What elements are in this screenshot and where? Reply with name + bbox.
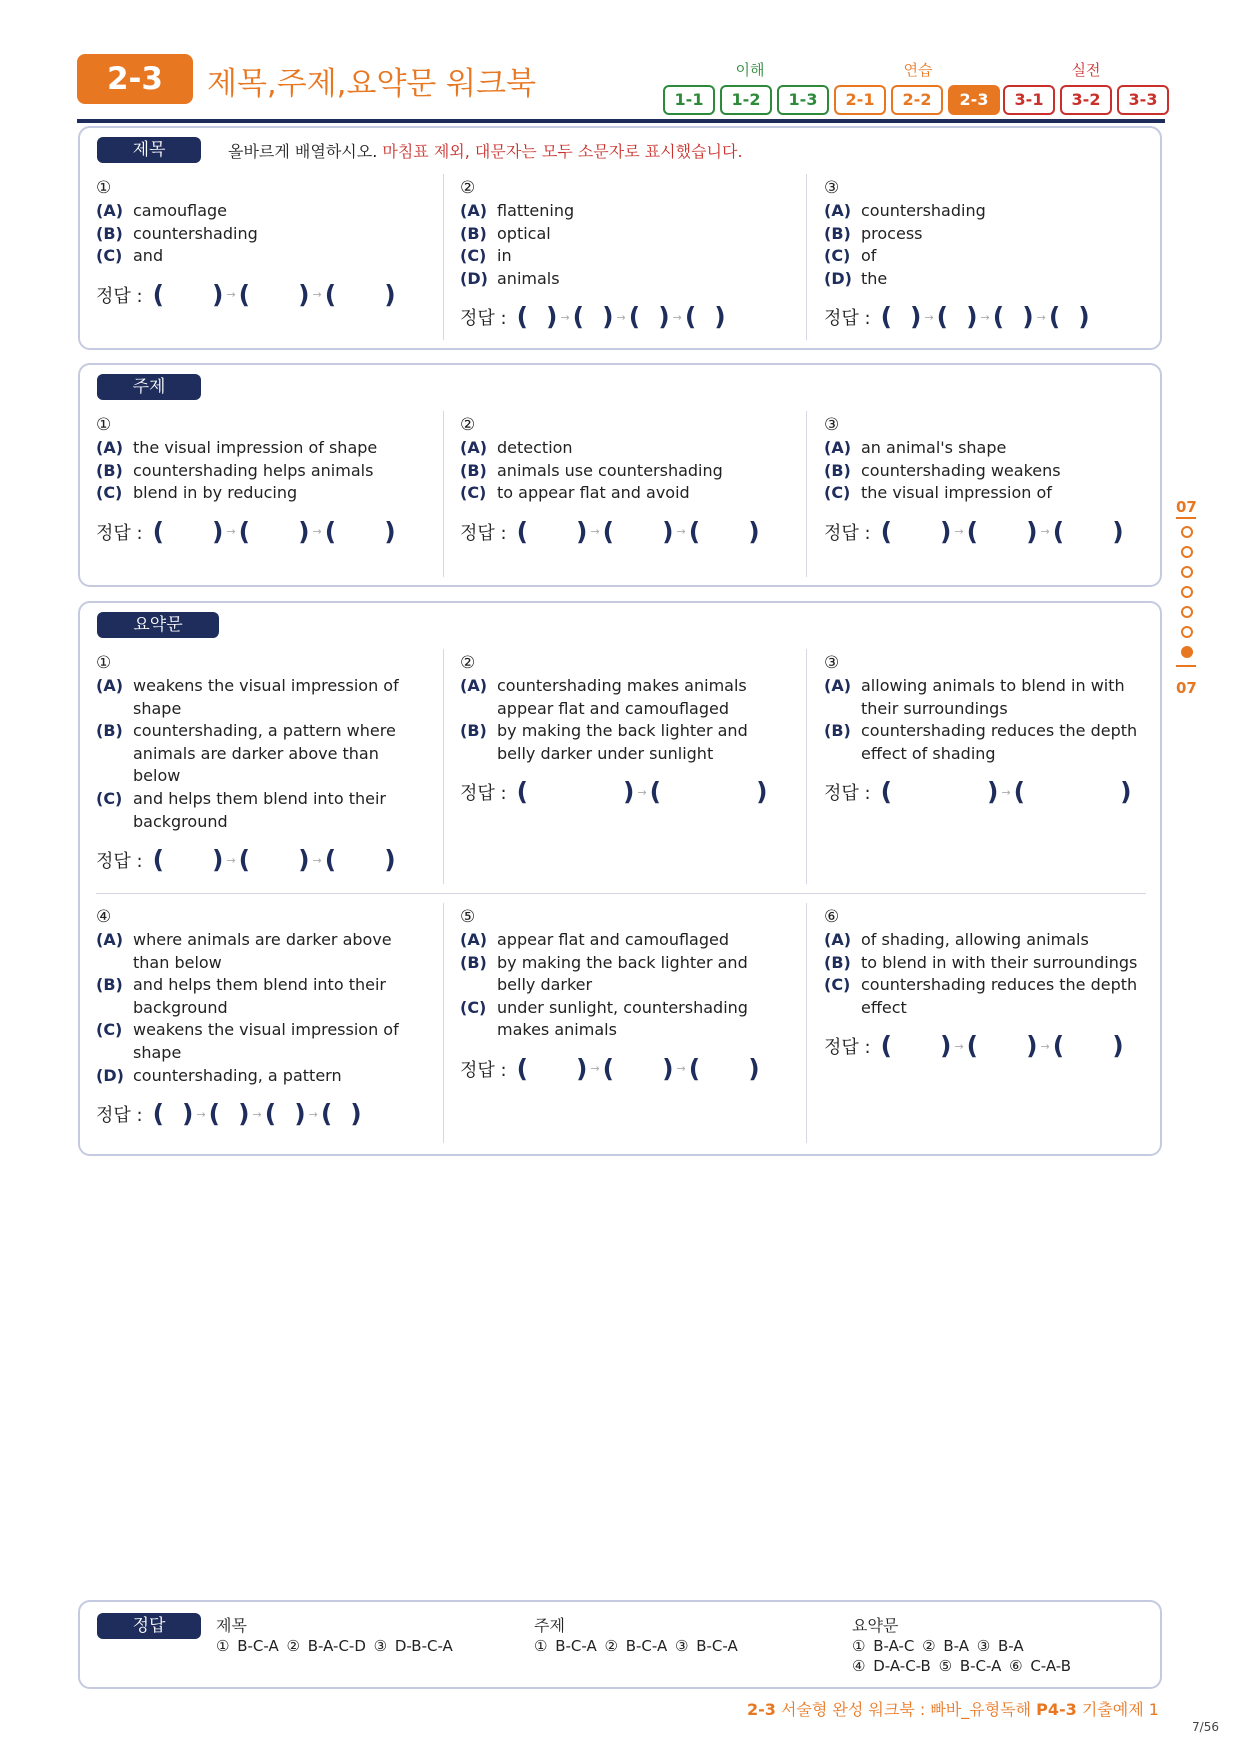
instruction: 올바르게 배열하시오. 마침표 제외, 대문자는 모두 소문자로 표시했습니다.: [228, 142, 743, 161]
theme-question-2: ② (A) detection (B) animals use countershading (C) to appear flat and avoid 정답 : ( ) → ( ) → ( ): [460, 415, 800, 547]
progress-dot: [1181, 526, 1193, 538]
progress-dot: [1181, 606, 1193, 618]
title-section: [78, 126, 1162, 350]
progress-dot: [1181, 546, 1193, 558]
tab-3-3[interactable]: 3-3: [1117, 85, 1169, 115]
word-option: countershading: [133, 223, 258, 243]
header-divider: [77, 119, 1165, 123]
theme-question-3: ③ (A) an animal's shape (B) countershading weakens (C) the visual impression of 정답 : ( ) → ( ) → ( ): [824, 415, 1164, 547]
answer-blanks[interactable]: 정답 : ( ) → ( ) → ( ): [96, 279, 396, 309]
tab-1-1[interactable]: 1-1: [663, 85, 715, 115]
page-index-bottom: 07: [1176, 679, 1197, 697]
tab-3-1[interactable]: 3-1: [1003, 85, 1055, 115]
tab-3-2[interactable]: 3-2: [1060, 85, 1112, 115]
question-number: ①: [96, 178, 112, 198]
tab-1-3[interactable]: 1-3: [777, 85, 829, 115]
summary-question-6: ⑥ (A) of shading, allowing animals (B) to blend in with their surroundings (C) countershading reduces the depth effect 정답 : ( ) → ( ) → ( ): [824, 907, 1144, 1061]
answer-blanks[interactable]: 정답 : ( ) → ( ) → ( ) → ( ): [96, 1099, 362, 1129]
page-index-top: 07: [1176, 498, 1197, 516]
theme-question-1: ① (A) the visual impression of shape (B) countershading helps animals (C) blend in by reducing 정답 : ( ) → ( ) → ( ): [96, 415, 436, 547]
answer-blanks[interactable]: 정답 : ( ) → ( ): [824, 777, 1132, 807]
question-number: ③: [824, 178, 840, 198]
question-number: ①: [96, 653, 112, 673]
answer-key: [78, 1600, 1162, 1689]
word-option: and: [133, 246, 164, 266]
answer-head-theme: 주제: [534, 1616, 565, 1635]
section-badge-summary: 요약문: [97, 612, 219, 638]
question-number: ②: [460, 653, 476, 673]
answer-blanks[interactable]: 정답 : ( ) → ( ) → ( ): [460, 516, 760, 546]
question-number: ③: [824, 415, 840, 435]
answer-line-summary-1: ① B-A-C ② B-A ③ B-A: [852, 1637, 1024, 1655]
tab-2-1[interactable]: 2-1: [834, 85, 886, 115]
title-question-1: ① (A) camouflage (B) countershading (C) and 정답 : ( ) → ( ) → ( ): [96, 178, 436, 310]
tab-group-practice: [834, 85, 1000, 115]
answer-blanks[interactable]: 정답 : ( ) → ( ) → ( ): [824, 516, 1124, 546]
answer-blanks[interactable]: 정답 : ( ) → ( ) → ( ) → ( ): [460, 302, 726, 332]
theme-section: [78, 363, 1162, 587]
tab-2-3[interactable]: 2-3: [948, 85, 1000, 115]
answer-blanks[interactable]: 정답 : ( ) → ( ) → ( ): [824, 1031, 1124, 1061]
group-label-understand: 이해: [735, 61, 765, 79]
answer-key-badge: 정답: [97, 1613, 201, 1639]
summary-question-2: ② (A) countershading makes animals appear flat and camouflaged (B) by making the back lighter and belly darker under sunlight 정답 : ( ) → ( ): [460, 653, 780, 807]
page-number: 7/56: [1192, 1720, 1219, 1734]
tab-group-real: [1003, 85, 1169, 115]
question-number: ④: [96, 907, 112, 927]
answer-head-title: 제목: [216, 1616, 247, 1635]
tab-group-understand: [663, 85, 829, 115]
answer-head-summary: 요약문: [852, 1616, 899, 1635]
progress-dot: [1181, 626, 1193, 638]
answer-blanks[interactable]: 정답 : ( ) → ( ) → ( ): [460, 1053, 760, 1083]
question-number: ①: [96, 415, 112, 435]
question-number: ②: [460, 415, 476, 435]
title-question-2: ② (A) flattening (B) optical (C) in (D) animals 정답 : ( ) → ( ) → ( ) → ( ): [460, 178, 800, 332]
tab-2-2[interactable]: 2-2: [891, 85, 943, 115]
group-label-real: 실전: [1071, 61, 1101, 79]
progress-dot: [1181, 586, 1193, 598]
progress-dot-active: [1181, 646, 1193, 658]
answer-line-summary-2: ④ D-A-C-B ⑤ B-C-A ⑥ C-A-B: [852, 1657, 1071, 1675]
question-number: ③: [824, 653, 840, 673]
summary-question-3: ③ (A) allowing animals to blend in with their surroundings (B) countershading reduces the depth effect of shading 정답 : ( ) → ( ): [824, 653, 1144, 807]
group-label-practice: 연습: [903, 61, 933, 79]
question-number: ⑥: [824, 907, 840, 927]
page-title: 제목,주제,요약문 워크북: [207, 66, 537, 102]
section-badge-theme: 주제: [97, 374, 201, 400]
tab-1-2[interactable]: 1-2: [720, 85, 772, 115]
section-badge-title: 제목: [97, 137, 201, 163]
title-question-3: ③ (A) countershading (B) process (C) of (D) the 정답 : ( ) → ( ) → ( ) → ( ): [824, 178, 1164, 332]
summary-section: [78, 601, 1162, 1156]
summary-question-4: ④ (A) where animals are darker above than below (B) and helps them blend into their background (C) weakens the visual impression of shape (D) countershading, a pattern 정답 : ( ) → ( ) → ( ) → ( ): [96, 907, 416, 1129]
answer-blanks[interactable]: 정답 : ( ) → ( ) → ( ): [96, 845, 396, 875]
answer-line-title: ① B-C-A ② B-A-C-D ③ D-B-C-A: [216, 1637, 453, 1655]
word-option: camouflage: [133, 201, 227, 220]
question-number: ⑤: [460, 907, 476, 927]
summary-question-1: ① (A) weakens the visual impression of shape (B) countershading, a pattern where animals are darker above than below (C) and helps them blend into their background 정답 : ( ) → ( ) → ( ): [96, 653, 416, 875]
question-number: ②: [460, 178, 476, 198]
answer-blanks[interactable]: 정답 : ( ) → ( ): [460, 777, 768, 807]
footer-title: 2-3 서술형 완성 워크북 : 빠바_유형독해 P4-3 기출예제 1: [746, 1700, 1159, 1719]
progress-dot: [1181, 566, 1193, 578]
summary-question-5: ⑤ (A) appear flat and camouflaged (B) by making the back lighter and belly darker (C) under sunlight, countershading makes animals 정답 : ( ) → ( ) → ( ): [460, 907, 780, 1084]
unit-badge: 2-3: [77, 54, 193, 104]
answer-line-theme: ① B-C-A ② B-C-A ③ B-C-A: [534, 1637, 738, 1655]
answer-blanks[interactable]: 정답 : ( ) → ( ) → ( ) → ( ): [824, 302, 1090, 332]
answer-blanks[interactable]: 정답 : ( ) → ( ) → ( ): [96, 516, 396, 546]
